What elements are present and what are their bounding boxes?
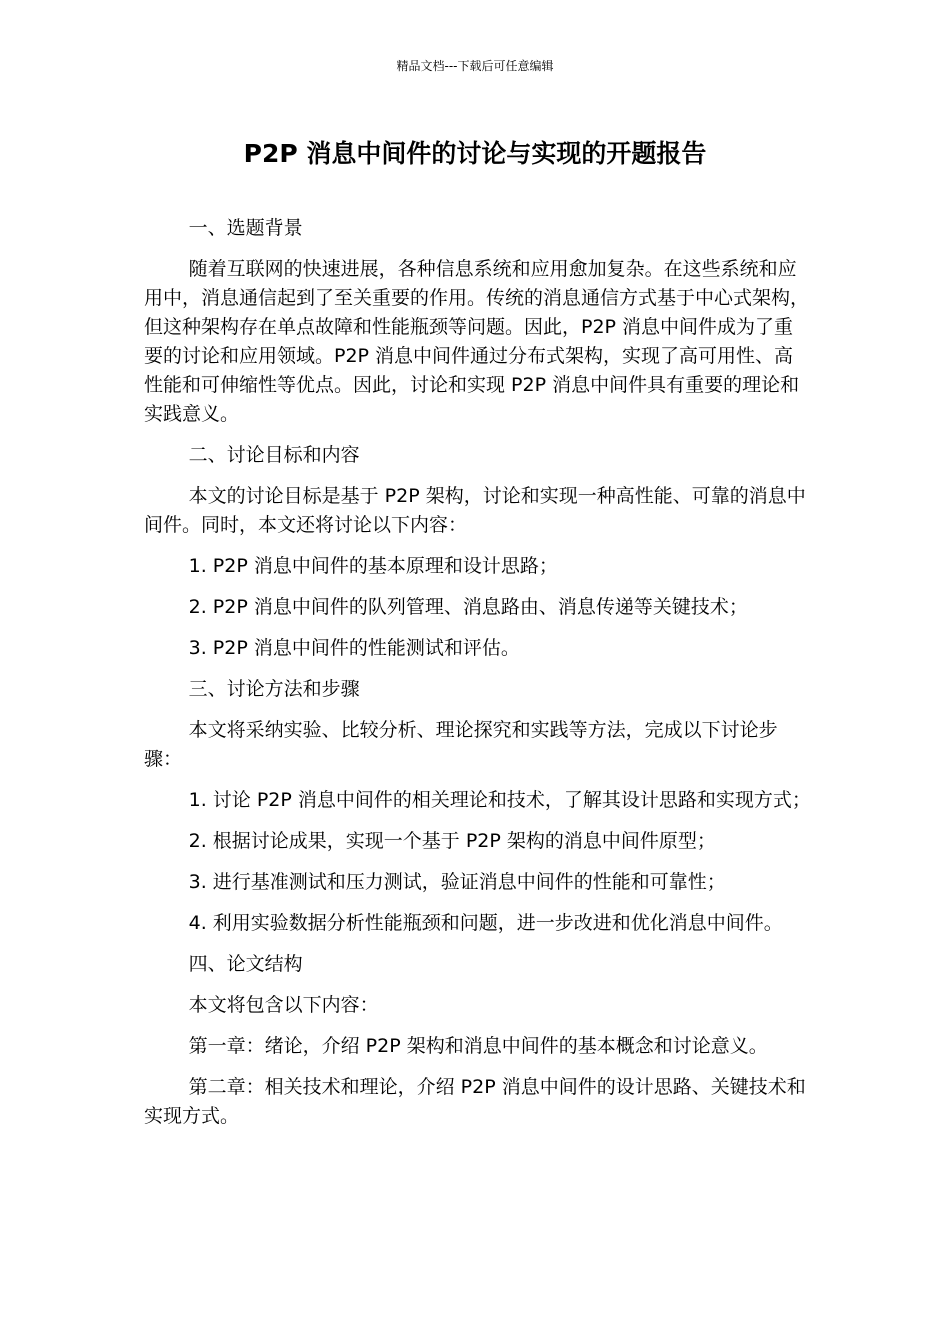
list-item-goal-2: 2. P2P 消息中间件的队列管理、消息路由、消息传递等关键技术； [188,596,748,618]
paragraph-structure-intro: 本文将包含以下内容： [188,994,379,1016]
document-title: P2P 消息中间件的讨论与实现的开题报告 [243,139,707,168]
paragraph-goals-intro: 本文的讨论目标是基于 P2P 架构，讨论和实现一种高性能、可靠的消息中间件。同时，本文还将讨论以下内容： [144,485,806,536]
document-body [144,214,812,1143]
section-heading-background: 一、选题背景 [188,217,303,239]
list-item-step-1: 1. 讨论 P2P 消息中间件的相关理论和技术，了解其设计思路和实现方式； [188,789,811,811]
list-item-goal-1: 1. P2P 消息中间件的基本原理和设计思路； [188,555,558,577]
list-item-goal-3: 3. P2P 消息中间件的性能测试和评估。 [188,637,520,659]
chapter-item-1: 第一章：绪论，介绍 P2P 架构和消息中间件的基本概念和讨论意义。 [188,1035,768,1057]
section-heading-goals: 二、讨论目标和内容 [188,444,360,466]
section-heading-structure: 四、论文结构 [188,953,303,975]
chapter-item-2: 第二章：相关技术和理论，介绍 P2P 消息中间件的设计思路、关键技术和实现方式。 [144,1076,806,1127]
paragraph-methods-intro: 本文将采纳实验、比较分析、理论探究和实践等方法，完成以下讨论步骤： [144,719,778,770]
list-item-step-3: 3. 进行基准测试和压力测试，验证消息中间件的性能和可靠性； [188,871,726,893]
list-item-step-2: 2. 根据讨论成果，实现一个基于 P2P 架构的消息中间件原型； [188,830,716,852]
page-header-note: 精品文档---下载后可任意编辑 [396,59,554,73]
list-item-step-4: 4. 利用实验数据分析性能瓶颈和问题，进一步改进和优化消息中间件。 [188,912,783,934]
paragraph-background: 随着互联网的快速进展，各种信息系统和应用愈加复杂。在这些系统和应用中，消息通信起到了至关重要的作用。传统的消息通信方式基于中心式架构，但这种架构存在单点故障和性能瓶颈等问题。因此，P2P 消息中间件成为了重要的讨论和应用领域。P2P 消息中间件通过分布式架构，实现了高可用性、高性能和可伸缩性等优点。因此，讨论和实现 P2P 消息中间件具有重要的理论和实践意义。 [144,258,810,425]
section-heading-methods: 三、讨论方法和步骤 [188,678,360,700]
